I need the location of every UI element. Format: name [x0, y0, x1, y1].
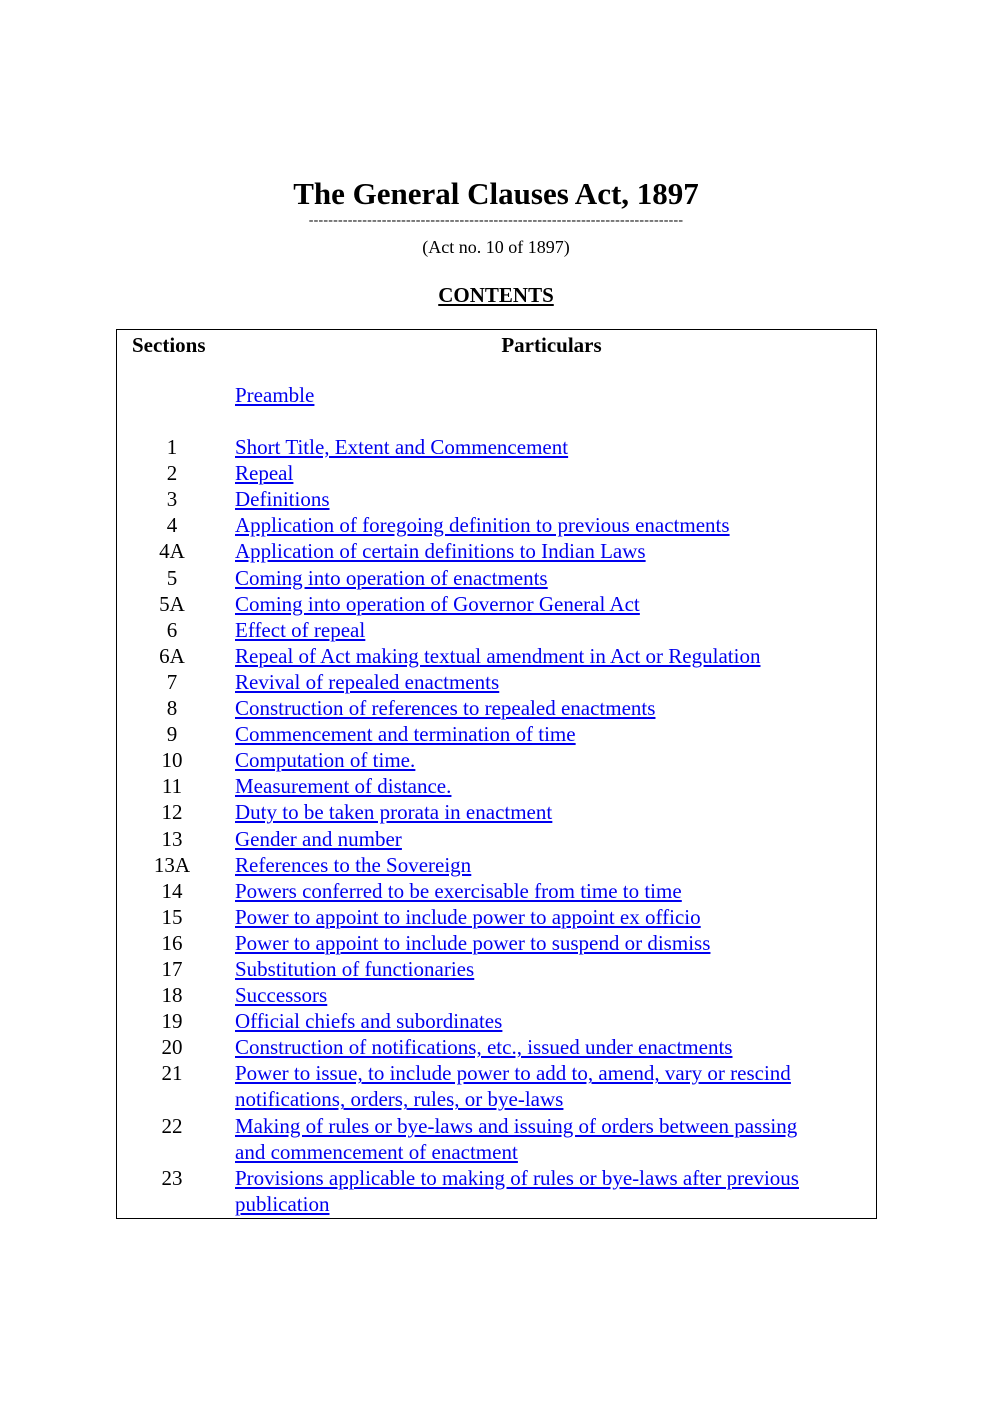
section-link[interactable] — [235, 434, 868, 460]
section-link-text[interactable]: Construction of notifications, etc., issued under enactments — [235, 1035, 733, 1060]
section-link-text[interactable]: Commencement and termination of time — [235, 722, 576, 747]
section-link-text[interactable]: Duty to be taken prorata in enactment — [235, 800, 553, 825]
section-number: 3 — [166, 487, 178, 512]
section-number: 21 — [161, 1061, 183, 1086]
preamble-link[interactable] — [235, 382, 868, 408]
section-link[interactable] — [235, 538, 868, 564]
section-link[interactable] — [235, 591, 868, 617]
section-number: 15 — [161, 904, 183, 929]
section-link-text[interactable]: Power to appoint to include power to suspend or dismiss — [235, 930, 711, 955]
section-link[interactable] — [235, 826, 868, 852]
section-link-continuation[interactable] — [235, 1139, 868, 1165]
section-number: 11 — [161, 774, 183, 799]
section-link[interactable] — [235, 643, 868, 669]
section-link[interactable] — [235, 617, 868, 643]
section-number: 19 — [161, 1009, 183, 1034]
section-link-text[interactable]: Gender and number — [235, 826, 402, 851]
section-link-text[interactable]: Measurement of distance. — [235, 774, 452, 799]
section-number: 5 — [166, 565, 178, 590]
section-link[interactable] — [235, 565, 868, 591]
section-link-text[interactable]: Provisions applicable to making of rules or bye-laws after previous — [235, 1165, 799, 1190]
section-link-text[interactable]: Power to appoint to include power to appoint ex officio — [235, 904, 701, 929]
section-number: 2 — [166, 461, 178, 486]
section-number: 4 — [166, 513, 178, 538]
section-link-continuation[interactable] — [235, 1086, 868, 1112]
section-link[interactable] — [235, 878, 868, 904]
section-link[interactable] — [235, 1060, 868, 1086]
section-link-text-continuation[interactable]: notifications, orders, rules, or bye-laws — [235, 1087, 564, 1112]
section-link-text[interactable]: Official chiefs and subordinates — [235, 1009, 503, 1034]
section-number: 12 — [161, 800, 183, 825]
column-header-particulars: Particulars — [501, 333, 602, 357]
section-link[interactable] — [235, 1113, 868, 1139]
section-link[interactable] — [235, 956, 868, 982]
section-link[interactable] — [235, 512, 868, 538]
section-link-text[interactable]: Repeal — [235, 461, 294, 486]
section-link-text[interactable]: Making of rules or bye-laws and issuing of orders between passing — [235, 1113, 798, 1138]
section-link-text[interactable]: Construction of references to repealed enactments — [235, 696, 656, 720]
section-number: 14 — [161, 878, 183, 903]
section-number: 5A — [159, 591, 185, 616]
section-link[interactable] — [235, 1034, 868, 1060]
section-link[interactable] — [235, 669, 868, 695]
section-link-text[interactable]: Effect of repeal — [235, 617, 366, 642]
preamble-link-text[interactable]: Preamble — [235, 383, 315, 407]
section-number: 6 — [166, 617, 178, 642]
section-number: 6A — [159, 643, 185, 668]
act-number: (Act no. 10 of 1897) — [422, 237, 570, 257]
section-number: 7 — [166, 669, 178, 694]
section-link-text[interactable]: Successors — [235, 983, 328, 1008]
section-link[interactable] — [235, 1008, 868, 1034]
section-number: 8 — [166, 696, 178, 720]
section-link[interactable] — [235, 904, 868, 930]
section-link[interactable] — [235, 486, 868, 512]
section-link-text[interactable]: Application of certain definitions to Indian Laws — [235, 539, 646, 564]
title-divider: ----------------------------------------------------------------------------- — [308, 213, 684, 228]
contents-heading-text: CONTENTS — [438, 283, 554, 307]
section-number: 17 — [161, 957, 183, 981]
section-link-text[interactable]: Power to issue, to include power to add to, amend, vary or rescind — [235, 1061, 791, 1086]
section-number: 4A — [159, 539, 185, 564]
section-link[interactable] — [235, 721, 868, 747]
section-number: 13 — [161, 826, 183, 851]
section-link-text[interactable]: Revival of repealed enactments — [235, 669, 500, 694]
section-link-text[interactable]: Coming into operation of Governor General Act — [235, 591, 640, 616]
section-link-text[interactable]: Application of foregoing definition to previous enactments — [235, 513, 730, 538]
document-title: The General Clauses Act, 1897 — [293, 176, 699, 211]
section-number: 18 — [161, 983, 183, 1008]
contents-heading — [0, 282, 992, 308]
section-number: 1 — [166, 435, 178, 459]
section-link-text[interactable]: Definitions — [235, 487, 330, 512]
contents-table — [116, 329, 877, 1219]
section-link-text[interactable]: Coming into operation of enactments — [235, 565, 548, 590]
section-number: 23 — [161, 1165, 183, 1190]
section-link[interactable] — [235, 747, 868, 773]
section-link-text-continuation[interactable]: publication — [235, 1191, 330, 1216]
section-number: 20 — [161, 1035, 183, 1060]
section-link[interactable] — [235, 695, 868, 721]
section-link[interactable] — [235, 852, 868, 878]
column-header-sections: Sections — [132, 333, 206, 357]
section-number: 16 — [161, 930, 183, 955]
section-link-text[interactable]: References to the Sovereign — [235, 852, 472, 877]
section-link[interactable] — [235, 930, 868, 956]
section-link[interactable] — [235, 1165, 868, 1191]
section-link-text[interactable]: Substitution of functionaries — [235, 957, 475, 981]
section-link-text-continuation[interactable]: and commencement of enactment — [235, 1139, 518, 1164]
section-link-text[interactable]: Repeal of Act making textual amendment in Act or Regulation — [235, 643, 761, 668]
section-link[interactable] — [235, 982, 868, 1008]
section-link-continuation[interactable] — [235, 1191, 868, 1217]
section-link[interactable] — [235, 799, 868, 825]
section-link[interactable] — [235, 773, 868, 799]
section-number: 13A — [153, 852, 191, 877]
section-link[interactable] — [235, 460, 868, 486]
section-number: 10 — [161, 748, 183, 773]
section-number: 9 — [166, 722, 178, 747]
section-number: 22 — [161, 1113, 183, 1138]
section-link-text[interactable]: Short Title, Extent and Commencement — [235, 435, 569, 459]
section-link-text[interactable]: Computation of time. — [235, 748, 416, 773]
section-link-text[interactable]: Powers conferred to be exercisable from time to time — [235, 878, 682, 903]
